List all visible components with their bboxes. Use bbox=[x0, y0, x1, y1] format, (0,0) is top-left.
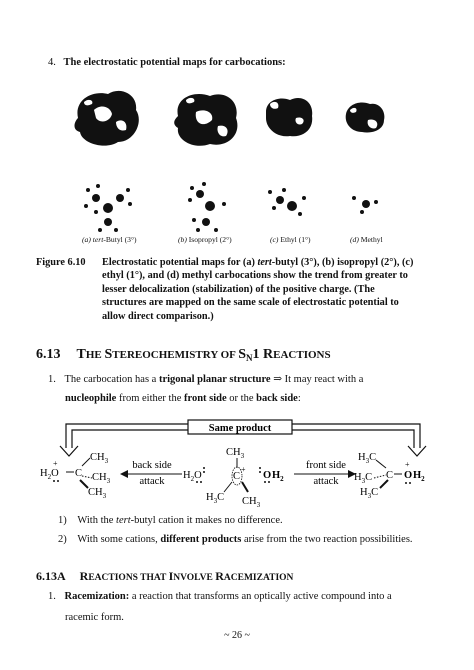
svg-text:CH3: $CH_3$ bbox=[90, 452, 109, 465]
svg-text:+: + bbox=[405, 460, 410, 469]
item-4 bbox=[48, 56, 286, 70]
map-caption-c: (c) Ethyl (1°) bbox=[270, 235, 311, 244]
svg-text:H2O: $H_2O$ bbox=[40, 468, 59, 481]
right-product bbox=[354, 452, 425, 500]
svg-text:O: O bbox=[404, 470, 413, 481]
item-number: 4. bbox=[48, 57, 56, 68]
left-product bbox=[40, 452, 111, 500]
subsection-title: 6.13A REACTIONS THAT INVOLVE RACEMIZATION bbox=[36, 569, 294, 583]
left-water bbox=[183, 467, 205, 483]
carbocation bbox=[206, 447, 261, 509]
front-side-label: front side bbox=[306, 460, 346, 471]
back-side-label: back side bbox=[132, 460, 172, 471]
svg-text:H3C: $H_3C$ bbox=[358, 452, 377, 465]
reaction-scheme bbox=[36, 418, 446, 510]
svg-text:+: + bbox=[53, 459, 58, 468]
figure-caption: Figure 6.10 Electrostatic potential maps for (a) tert-butyl (3°), (b) isopropyl (2°), (c) ethyl (1°), and (d) methyl carbocations show the trend from greater to lesser delocalization (stabilization) of the positive charge. (The structures are mapped on the same scale of electrostatic potential to allow direct comparison.) bbox=[36, 257, 414, 322]
sub-point-1: 1) With the tert-butyl cation it makes no difference. bbox=[58, 515, 283, 526]
point-1: 1. The carbocation has a trigonal planar structure ⇒ It may react with a nucleophile from either the front side or the back side: bbox=[48, 374, 364, 404]
map-caption-d: (d) Methyl bbox=[350, 235, 383, 244]
svg-text:H3C: $H_3C$ bbox=[354, 472, 373, 485]
right-water bbox=[259, 467, 284, 483]
item-heading: The electrostatic potential maps for carbocations: bbox=[63, 57, 286, 68]
svg-text:CH3: $CH_3$ bbox=[226, 447, 245, 460]
svg-text:H3C: $H_3C$ bbox=[206, 492, 225, 505]
map-caption-a: (a) tert-Butyl (3°) bbox=[82, 235, 137, 244]
svg-text:H2: $H_2$ bbox=[272, 470, 284, 483]
svg-text:+: + bbox=[241, 465, 246, 474]
map-isopropyl bbox=[174, 94, 237, 146]
map-methyl bbox=[346, 102, 385, 132]
svg-text:CH3: $CH_3$ bbox=[242, 496, 261, 509]
same-product-label: Same product bbox=[208, 423, 272, 434]
svg-text:H2: $H_2$ bbox=[413, 470, 425, 483]
svg-text:C: C bbox=[386, 470, 394, 481]
svg-text:H2O: $H_2O$ bbox=[183, 470, 202, 483]
figure-label: Figure 6.10 bbox=[36, 257, 86, 268]
page-number: ~ 26 ~ bbox=[224, 630, 250, 641]
sub-point-2: 2) With some cations, different products arise from the two reaction possibilities. bbox=[58, 534, 413, 545]
map-ethyl bbox=[266, 98, 312, 136]
svg-text:C: C bbox=[233, 471, 241, 482]
svg-text:H3C: $H_3C$ bbox=[360, 487, 379, 500]
map-caption-b: (b) Isopropyl (2°) bbox=[178, 235, 232, 244]
svg-text:CH3: $CH_3$ bbox=[92, 472, 111, 485]
map-tert-butyl bbox=[75, 91, 139, 146]
ball-stick-models bbox=[84, 182, 378, 232]
back-attack-label: attack bbox=[139, 476, 165, 487]
potential-maps-figure bbox=[70, 88, 400, 243]
svg-text:C: C bbox=[75, 468, 83, 479]
racemization-point: 1. Racemization: a reaction that transforms an optically active compound into a racemic form. bbox=[48, 591, 392, 623]
svg-text:CH3: $CH_3$ bbox=[88, 487, 107, 500]
section-title: 6.13 THE STEREOCHEMISTRY OF SN1 REACTIONS bbox=[36, 347, 331, 363]
front-attack-label: attack bbox=[313, 476, 339, 487]
svg-text:O: O bbox=[263, 470, 272, 481]
